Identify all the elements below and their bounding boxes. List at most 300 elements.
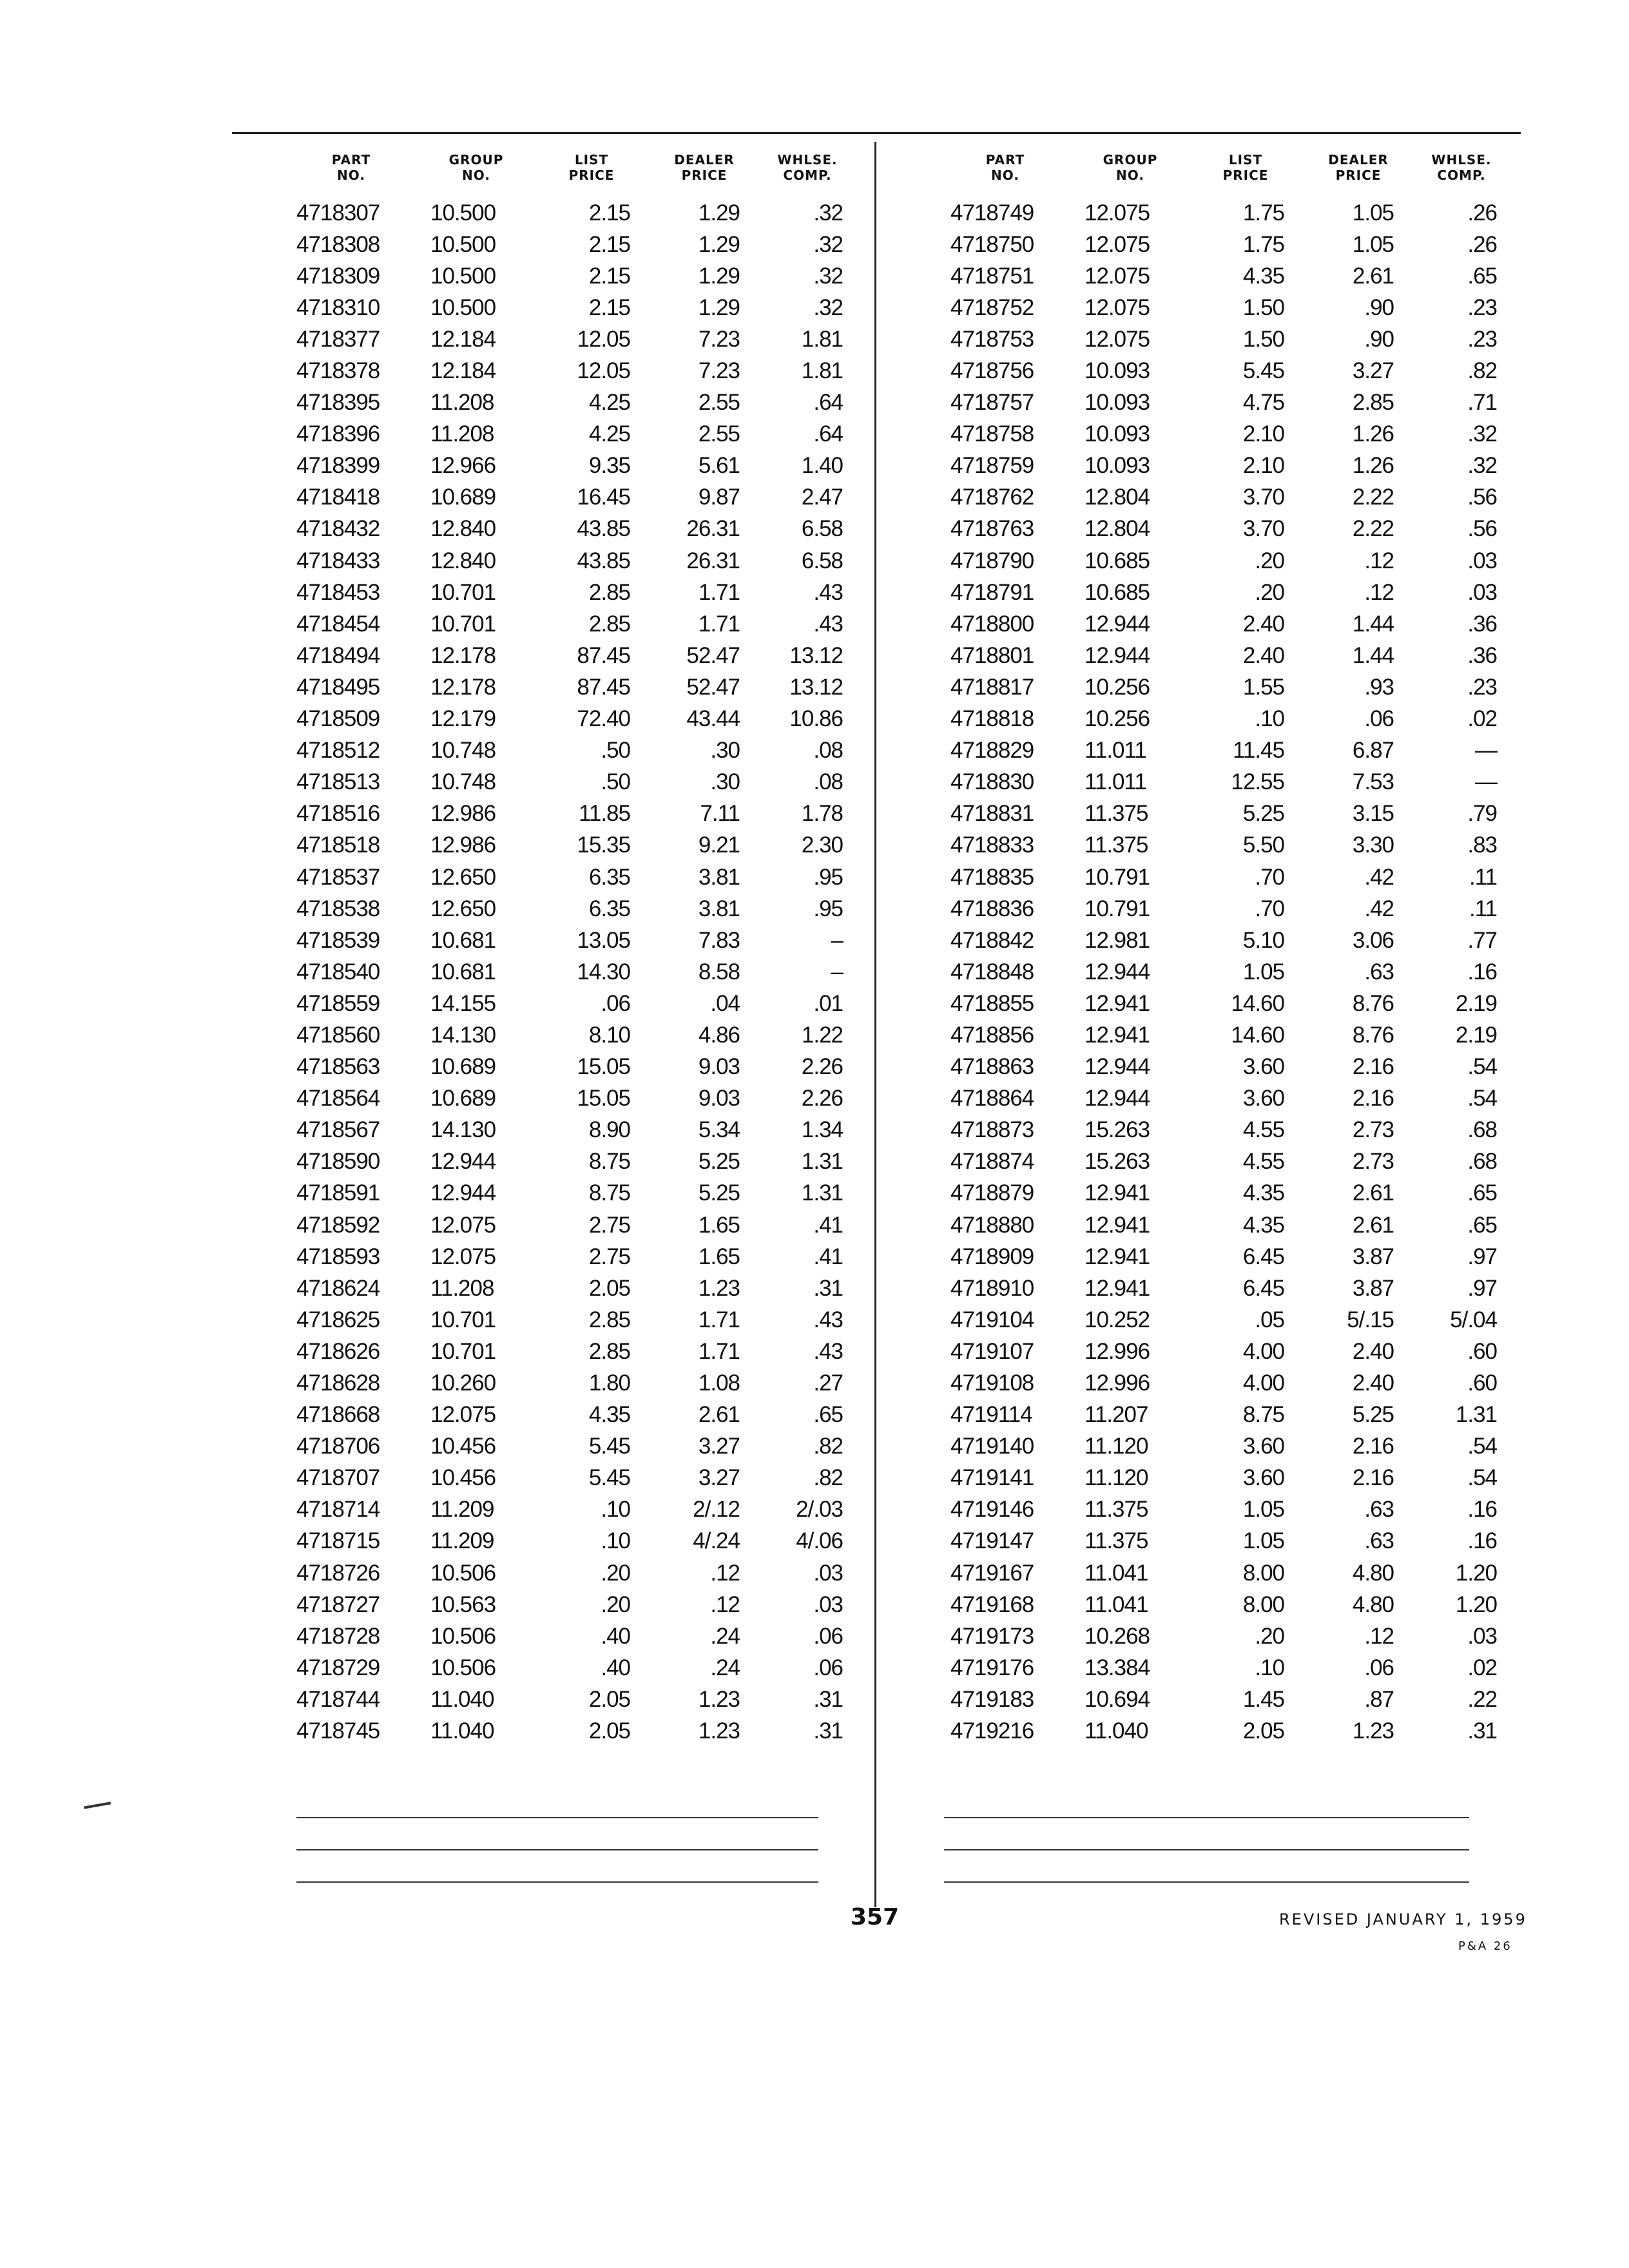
table-row (938, 229, 1510, 260)
cell-dealer-price: 3.87 (1352, 1244, 1394, 1269)
cell-group-no: 10.791 (1084, 896, 1150, 921)
cell-whlse-comp: 1.31 (1455, 1402, 1497, 1428)
cell-group-no: 12.804 (1084, 516, 1150, 542)
column-divider (874, 142, 876, 1907)
cell-whlse-comp: .97 (1467, 1275, 1497, 1301)
cell-group-no: 10.506 (430, 1655, 496, 1680)
header-group-no: GROUP NO. (1103, 152, 1158, 183)
cell-whlse-comp: .83 (1467, 832, 1497, 858)
cell-list-price: 2.15 (588, 294, 630, 320)
cell-whlse-comp: .16 (1467, 959, 1497, 985)
cell-whlse-comp: .32 (813, 294, 843, 320)
cell-dealer-price: 2.73 (1352, 1149, 1394, 1175)
cell-group-no: 10.093 (1084, 390, 1150, 416)
cell-group-no: 10.500 (430, 200, 496, 226)
cell-part-no: 4718728 (296, 1623, 380, 1649)
cell-group-no: 10.093 (1084, 453, 1150, 479)
table-row (284, 1652, 856, 1684)
cell-group-no: 10.685 (1084, 579, 1150, 605)
table-row (938, 197, 1510, 229)
cell-dealer-price: 2.73 (1352, 1117, 1394, 1143)
cell-whlse-comp: .54 (1467, 1086, 1497, 1111)
cell-group-no: 11.041 (1084, 1591, 1148, 1617)
table-row (284, 1589, 856, 1620)
table-row (284, 704, 856, 735)
table-row (284, 197, 856, 229)
cell-dealer-price: 3.27 (698, 1434, 740, 1459)
cell-group-no: 11.375 (1084, 801, 1148, 827)
cell-dealer-price: .30 (710, 738, 740, 764)
table-row (938, 861, 1510, 893)
cell-whlse-comp: .11 (1469, 896, 1497, 921)
cell-group-no: 12.804 (1084, 485, 1150, 510)
cell-group-no: 10.748 (430, 738, 496, 764)
cell-dealer-price: .87 (1364, 1686, 1394, 1712)
cell-whlse-comp: .82 (813, 1434, 843, 1459)
cell-list-price: 2.05 (588, 1275, 630, 1301)
cell-list-price: 2.85 (588, 611, 630, 637)
cell-list-price: 8.00 (1242, 1560, 1284, 1586)
cell-dealer-price: 2.40 (1352, 1338, 1394, 1364)
cell-whlse-comp: .22 (1467, 1686, 1497, 1712)
cell-whlse-comp: .23 (1467, 294, 1497, 320)
table-row (938, 608, 1510, 640)
cell-group-no: 11.011 (1084, 738, 1146, 764)
cell-list-price: .40 (601, 1623, 630, 1649)
cell-whlse-comp: .31 (813, 1718, 843, 1744)
table-row (284, 767, 856, 798)
cell-dealer-price: 1.26 (1352, 453, 1394, 479)
cell-list-price: .40 (601, 1655, 630, 1680)
cell-part-no: 4718539 (296, 927, 380, 953)
cell-part-no: 4718395 (296, 390, 380, 416)
cell-whlse-comp: 6.58 (801, 548, 843, 573)
cell-dealer-price: 2.16 (1352, 1434, 1394, 1459)
cell-group-no: 11.120 (1084, 1434, 1148, 1459)
cell-list-price: 1.55 (1242, 674, 1284, 700)
cell-list-price: 14.60 (1231, 1022, 1284, 1048)
cell-list-price: 12.05 (577, 358, 630, 384)
cell-part-no: 4718756 (950, 358, 1034, 384)
table-row (938, 1716, 1510, 1747)
header-list-price: LIST PRICE (568, 152, 615, 183)
cell-dealer-price: 1.29 (698, 231, 740, 257)
cell-part-no: 4718726 (296, 1560, 380, 1586)
cell-list-price: 6.35 (588, 896, 630, 921)
header-part-no: PART NO. (331, 152, 371, 183)
cell-group-no: 12.178 (430, 642, 496, 668)
cell-group-no: 12.075 (1084, 294, 1150, 320)
cell-dealer-price: 1.65 (698, 1244, 740, 1269)
cell-list-price: 2.15 (588, 231, 630, 257)
cell-list-price: 5.45 (1242, 358, 1284, 384)
right-table-body (938, 197, 1510, 1747)
cell-part-no: 4718307 (296, 200, 380, 226)
cell-group-no: 10.689 (430, 485, 496, 510)
cell-part-no: 4718567 (296, 1117, 380, 1143)
cell-list-price: 16.45 (577, 485, 630, 510)
cell-part-no: 4718512 (296, 738, 380, 764)
cell-list-price: 4.75 (1242, 390, 1284, 416)
cell-group-no: 11.375 (1084, 1528, 1148, 1554)
cell-dealer-price: 4/.24 (693, 1528, 740, 1554)
cell-list-price: 4.35 (588, 1402, 630, 1428)
cell-list-price: 5.45 (588, 1434, 630, 1459)
cell-list-price: .20 (1255, 548, 1284, 573)
cell-dealer-price: 1.05 (1352, 231, 1394, 257)
cell-part-no: 4718749 (950, 200, 1034, 226)
cell-whlse-comp: 2.30 (801, 832, 843, 858)
cell-part-no: 4718750 (950, 231, 1034, 257)
cell-whlse-comp: .41 (813, 1212, 843, 1238)
cell-list-price: 2.05 (588, 1686, 630, 1712)
cell-list-price: 2.10 (1242, 421, 1284, 447)
cell-group-no: 10.685 (1084, 548, 1150, 573)
table-row (284, 355, 856, 387)
cell-part-no: 4718829 (950, 738, 1034, 764)
cell-part-no: 4718762 (950, 485, 1034, 510)
cell-part-no: 4718706 (296, 1434, 380, 1459)
cell-part-no: 4718625 (296, 1307, 380, 1332)
table-row (938, 1115, 1510, 1146)
table-row (284, 1684, 856, 1715)
cell-part-no: 4718537 (296, 864, 380, 890)
cell-group-no: 10.791 (1084, 864, 1150, 890)
cell-dealer-price: 52.47 (686, 674, 740, 700)
cell-list-price: .20 (601, 1560, 630, 1586)
blank-entry-line (296, 1817, 818, 1818)
cell-dealer-price: 2.61 (1352, 263, 1394, 289)
cell-part-no: 4718707 (296, 1465, 380, 1491)
cell-whlse-comp: .06 (813, 1623, 843, 1649)
left-price-table (284, 152, 856, 1747)
cell-list-price: 1.75 (1242, 231, 1284, 257)
cell-group-no: 12.184 (430, 326, 496, 352)
cell-whlse-comp: .32 (813, 200, 843, 226)
table-row (938, 956, 1510, 988)
cell-group-no: 12.941 (1084, 1022, 1150, 1048)
table-row (284, 1399, 856, 1431)
header-group-no: GROUP NO. (448, 152, 504, 183)
cell-whlse-comp: 1.81 (801, 358, 843, 384)
cell-group-no: 12.944 (1084, 959, 1150, 985)
cell-list-price: 4.00 (1242, 1338, 1284, 1364)
cell-group-no: 12.075 (430, 1212, 496, 1238)
cell-dealer-price: 4.80 (1352, 1560, 1394, 1586)
table-row (938, 767, 1510, 798)
table-row (284, 1273, 856, 1304)
cell-whlse-comp: .71 (1467, 390, 1497, 416)
table-row (938, 260, 1510, 292)
table-row (938, 1589, 1510, 1620)
cell-dealer-price: 3.27 (1352, 358, 1394, 384)
cell-dealer-price: .90 (1364, 326, 1394, 352)
cell-list-price: 14.30 (577, 959, 630, 985)
cell-list-price: 2.85 (588, 1338, 630, 1364)
blank-entry-line (296, 1849, 818, 1850)
cell-part-no: 4718842 (950, 927, 1034, 953)
cell-whlse-comp: 2/.03 (796, 1497, 843, 1523)
cell-group-no: 12.941 (1084, 990, 1150, 1016)
cell-whlse-comp: – (831, 927, 843, 953)
cell-part-no: 4718753 (950, 326, 1034, 352)
cell-group-no: 15.263 (1084, 1149, 1150, 1175)
table-row (284, 735, 856, 767)
cell-dealer-price: .63 (1364, 959, 1394, 985)
table-row (938, 1336, 1510, 1367)
table-row (284, 1336, 856, 1367)
cell-group-no: 12.178 (430, 674, 496, 700)
cell-dealer-price: 43.44 (686, 706, 740, 732)
cell-part-no: 4718593 (296, 1244, 380, 1269)
cell-list-price: 2.15 (588, 263, 630, 289)
cell-whlse-comp: .41 (813, 1244, 843, 1269)
cell-part-no: 4718559 (296, 990, 380, 1016)
cell-part-no: 4719176 (950, 1655, 1034, 1680)
cell-part-no: 4718759 (950, 453, 1034, 479)
cell-part-no: 4718818 (950, 706, 1034, 732)
cell-whlse-comp: .43 (813, 1307, 843, 1332)
cell-dealer-price: 8.58 (698, 959, 740, 985)
cell-group-no: 12.944 (1084, 1086, 1150, 1111)
table-row (938, 450, 1510, 482)
cell-group-no: 10.500 (430, 263, 496, 289)
header-whlse-comp: WHLSE. COMP. (1431, 152, 1492, 183)
cell-part-no: 4718628 (296, 1370, 380, 1396)
cell-group-no: 12.840 (430, 516, 496, 542)
cell-group-no: 10.506 (430, 1623, 496, 1649)
table-row (284, 1716, 856, 1747)
cell-group-no: 12.996 (1084, 1338, 1150, 1364)
cell-group-no: 10.256 (1084, 706, 1150, 732)
table-row (938, 893, 1510, 925)
cell-part-no: 4718856 (950, 1022, 1034, 1048)
cell-list-price: 1.80 (588, 1370, 630, 1396)
table-row (938, 671, 1510, 703)
cell-whlse-comp: .97 (1467, 1244, 1497, 1269)
cell-dealer-price: 2.16 (1352, 1465, 1394, 1491)
cell-list-price: 12.05 (577, 326, 630, 352)
cell-whlse-comp: 13.12 (789, 642, 843, 668)
cell-group-no: 10.093 (1084, 421, 1150, 447)
cell-list-price: .10 (1255, 1655, 1284, 1680)
cell-list-price: 8.10 (588, 1022, 630, 1048)
header-dealer-price: DEALER PRICE (1328, 152, 1389, 183)
cell-dealer-price: 5.25 (698, 1180, 740, 1206)
cell-whlse-comp: 1.20 (1455, 1591, 1497, 1617)
cell-whlse-comp: .60 (1467, 1338, 1497, 1364)
table-row (938, 735, 1510, 767)
cell-group-no: 12.986 (430, 801, 496, 827)
table-row (938, 1463, 1510, 1494)
cell-list-price: 1.05 (1242, 1497, 1284, 1523)
table-row (284, 450, 856, 482)
cell-group-no: 12.075 (1084, 326, 1150, 352)
table-row (284, 861, 856, 893)
cell-dealer-price: 26.31 (686, 516, 740, 542)
table-row (938, 640, 1510, 671)
cell-group-no: 10.456 (430, 1465, 496, 1491)
table-row (938, 1019, 1510, 1051)
cell-group-no: 15.263 (1084, 1117, 1150, 1143)
cell-part-no: 4718801 (950, 642, 1034, 668)
cell-whlse-comp: .43 (813, 1338, 843, 1364)
cell-part-no: 4718310 (296, 294, 380, 320)
blank-entry-line (944, 1849, 1469, 1850)
table-row (938, 292, 1510, 323)
cell-part-no: 4718745 (296, 1718, 380, 1744)
table-row (284, 1178, 856, 1209)
cell-whlse-comp: .68 (1467, 1117, 1497, 1143)
cell-list-price: 8.90 (588, 1117, 630, 1143)
cell-group-no: 12.944 (1084, 1054, 1150, 1080)
cell-list-price: 11.85 (579, 801, 630, 827)
page-reference: P&A 26 (1458, 1939, 1512, 1953)
cell-whlse-comp: .82 (813, 1465, 843, 1491)
cell-whlse-comp: 1.81 (801, 326, 843, 352)
cell-part-no: 4718308 (296, 231, 380, 257)
cell-dealer-price: 1.26 (1352, 421, 1394, 447)
table-row (938, 1684, 1510, 1715)
cell-dealer-price: .24 (710, 1655, 740, 1680)
cell-part-no: 4718513 (296, 769, 380, 795)
cell-dealer-price: 3.81 (698, 864, 740, 890)
table-row (938, 323, 1510, 355)
cell-part-no: 4718835 (950, 864, 1034, 890)
cell-part-no: 4718873 (950, 1117, 1034, 1143)
cell-part-no: 4718377 (296, 326, 380, 352)
cell-whlse-comp: .79 (1467, 801, 1497, 827)
cell-list-price: 4.00 (1242, 1370, 1284, 1396)
cell-whlse-comp: .54 (1467, 1434, 1497, 1459)
table-row (938, 1367, 1510, 1399)
cell-group-no: 10.256 (1084, 674, 1150, 700)
cell-list-price: 1.50 (1242, 294, 1284, 320)
cell-group-no: 10.681 (430, 959, 496, 985)
table-row (284, 608, 856, 640)
cell-group-no: 12.944 (430, 1149, 496, 1175)
cell-dealer-price: 3.06 (1352, 927, 1394, 953)
cell-list-price: 3.60 (1242, 1434, 1284, 1459)
cell-group-no: 10.689 (430, 1054, 496, 1080)
table-row (938, 1178, 1510, 1209)
cell-part-no: 4718836 (950, 896, 1034, 921)
cell-part-no: 4719147 (950, 1528, 1034, 1554)
cell-list-price: 12.55 (1231, 769, 1284, 795)
cell-part-no: 4718560 (296, 1022, 380, 1048)
cell-whlse-comp: .03 (813, 1591, 843, 1617)
cell-whlse-comp: .95 (813, 864, 843, 890)
cell-whlse-comp: .65 (1467, 1180, 1497, 1206)
cell-group-no: 10.681 (430, 927, 496, 953)
table-row (938, 1146, 1510, 1178)
cell-dealer-price: 1.23 (698, 1718, 740, 1744)
table-row (284, 323, 856, 355)
table-row (938, 419, 1510, 450)
cell-group-no: 10.689 (430, 1086, 496, 1111)
table-row (938, 1273, 1510, 1304)
cell-whlse-comp: 2.26 (801, 1054, 843, 1080)
cell-group-no: 14.130 (430, 1022, 496, 1048)
table-row (938, 1304, 1510, 1336)
cell-whlse-comp: .60 (1467, 1370, 1497, 1396)
table-row (938, 355, 1510, 387)
table-row (284, 545, 856, 577)
cell-part-no: 4718874 (950, 1149, 1034, 1175)
cell-list-price: 3.60 (1242, 1465, 1284, 1491)
cell-whlse-comp: 2.47 (801, 485, 843, 510)
cell-list-price: 1.75 (1242, 200, 1284, 226)
table-row (284, 925, 856, 956)
cell-dealer-price: .04 (710, 990, 740, 1016)
cell-part-no: 4718378 (296, 358, 380, 384)
cell-list-price: 2.40 (1242, 642, 1284, 668)
cell-list-price: 8.00 (1242, 1591, 1284, 1617)
table-row (284, 482, 856, 514)
cell-list-price: .50 (601, 738, 630, 764)
cell-list-price: 2.05 (1242, 1718, 1284, 1744)
cell-group-no: 12.840 (430, 548, 496, 573)
cell-dealer-price: .12 (1364, 1623, 1394, 1649)
cell-part-no: 4718830 (950, 769, 1034, 795)
table-row (284, 577, 856, 608)
cell-whlse-comp: .77 (1467, 927, 1497, 953)
cell-dealer-price: 2.55 (698, 390, 740, 416)
cell-part-no: 4718833 (950, 832, 1034, 858)
table-row (284, 387, 856, 419)
cell-whlse-comp: .65 (1467, 1212, 1497, 1238)
right-table-header (938, 152, 1510, 197)
cell-dealer-price: 1.23 (698, 1275, 740, 1301)
cell-dealer-price: 5/.15 (1347, 1307, 1394, 1332)
cell-list-price: 4.35 (1242, 1212, 1284, 1238)
table-row (284, 1431, 856, 1463)
cell-dealer-price: 4.86 (698, 1022, 740, 1048)
table-row (284, 956, 856, 988)
cell-group-no: 11.011 (1084, 769, 1146, 795)
table-row (284, 671, 856, 703)
cell-list-price: 87.45 (577, 642, 630, 668)
cell-list-price: 1.45 (1242, 1686, 1284, 1712)
cell-list-price: .10 (1255, 706, 1284, 732)
cell-group-no: 12.944 (1084, 642, 1150, 668)
cell-dealer-price: 7.83 (698, 927, 740, 953)
cell-list-price: 4.55 (1242, 1149, 1284, 1175)
cell-group-no: 12.981 (1084, 927, 1150, 953)
cell-whlse-comp: .03 (1467, 548, 1497, 573)
table-row (938, 577, 1510, 608)
cell-group-no: 12.996 (1084, 1370, 1150, 1396)
cell-group-no: 10.701 (430, 1307, 496, 1332)
cell-group-no: 10.701 (430, 579, 496, 605)
cell-part-no: 4718309 (296, 263, 380, 289)
table-row (284, 1526, 856, 1557)
cell-dealer-price: 2.16 (1352, 1054, 1394, 1080)
cell-dealer-price: .63 (1364, 1528, 1394, 1554)
table-row (938, 387, 1510, 419)
cell-group-no: 11.040 (1084, 1718, 1148, 1744)
cell-dealer-price: 1.08 (698, 1370, 740, 1396)
cell-whlse-comp: .06 (813, 1655, 843, 1680)
table-row (284, 514, 856, 545)
cell-dealer-price: 6.87 (1352, 738, 1394, 764)
cell-part-no: 4718626 (296, 1338, 380, 1364)
cell-whlse-comp: .36 (1467, 642, 1497, 668)
cell-part-no: 4719141 (950, 1465, 1034, 1491)
cell-dealer-price: 7.23 (698, 326, 740, 352)
cell-list-price: 1.50 (1242, 326, 1284, 352)
cell-whlse-comp: .11 (1469, 864, 1497, 890)
